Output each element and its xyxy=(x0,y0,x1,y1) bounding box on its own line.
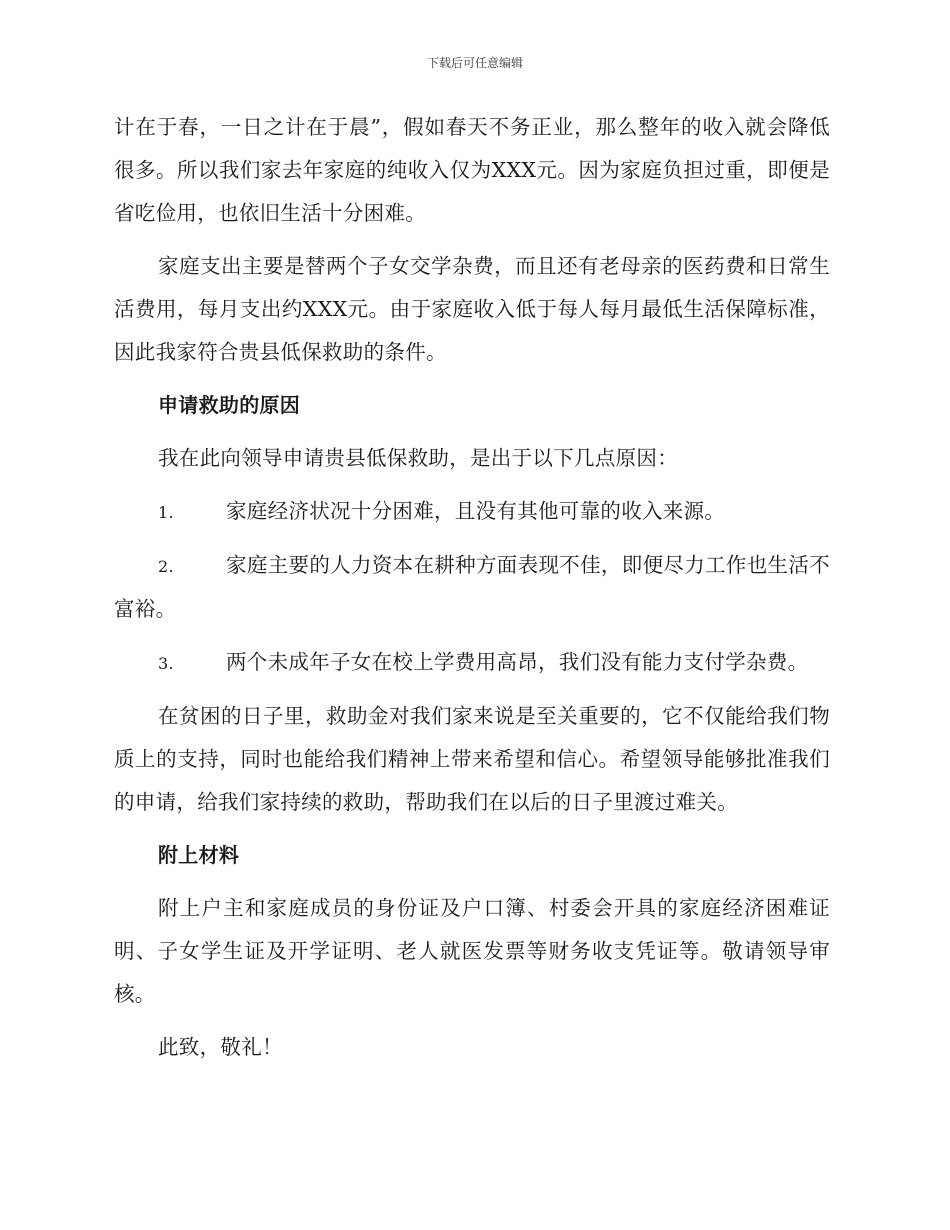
document-body xyxy=(114,106,830,1079)
list-number: 1. xyxy=(158,503,174,522)
paragraph-2: 家庭支出主要是替两个子女交学杂费，而且还有老母亲的医药费和日常生活费用，每月支出约XXX元。由于家庭收入低于每人每月最低生活保障标准，因此我家符合贵县低保救助的条件。 xyxy=(114,254,830,364)
list-number: 3. xyxy=(158,654,174,673)
paragraph-3: 我在此向领导申请贵县低保救助，是出于以下几点原因： xyxy=(158,446,678,470)
paragraph-5: 附上户主和家庭成员的身份证及户口簿、村委会开具的家庭经济困难证明、子女学生证及开学证明、老人就医发票等财务收支凭证等。敬请领导审核。 xyxy=(114,896,830,1006)
list-text: 家庭主要的人力资本在耕种方面表现不佳，即便尽力工作也生活不富裕。 xyxy=(114,553,830,621)
page-header: 下载后可任意编辑 xyxy=(426,56,523,70)
closing-salutation: 此致，敬礼！ xyxy=(158,1035,283,1059)
list-item xyxy=(114,490,830,534)
paragraph-1: 计在于春，一日之计在于晨”，假如春天不务正业，那么整年的收入就会降低很多。所以我们家去年家庭的纯收入仅为XXX元。因为家庭负担过重，即便是省吃俭用，也依旧生活十分困难。 xyxy=(114,115,830,225)
list-item xyxy=(114,641,830,685)
paragraph-4: 在贫困的日子里，救助金对我们家来说是至关重要的，它不仅能给我们物质上的支持，同时也能给我们精神上带来希望和信心。希望领导能够批准我们的申请，给我们家持续的救助，帮助我们在以后的日子里渡过难关。 xyxy=(114,704,830,814)
section-heading-reasons: 申请救助的原因 xyxy=(158,393,301,417)
list-item xyxy=(114,544,830,631)
list-text: 两个未成年子女在校上学费用高昂，我们没有能力支付学杂费。 xyxy=(226,650,809,674)
section-heading-materials: 附上材料 xyxy=(158,843,240,867)
list-text: 家庭经济状况十分困难，且没有其他可靠的收入来源。 xyxy=(226,499,726,523)
list-number: 2. xyxy=(158,557,174,576)
